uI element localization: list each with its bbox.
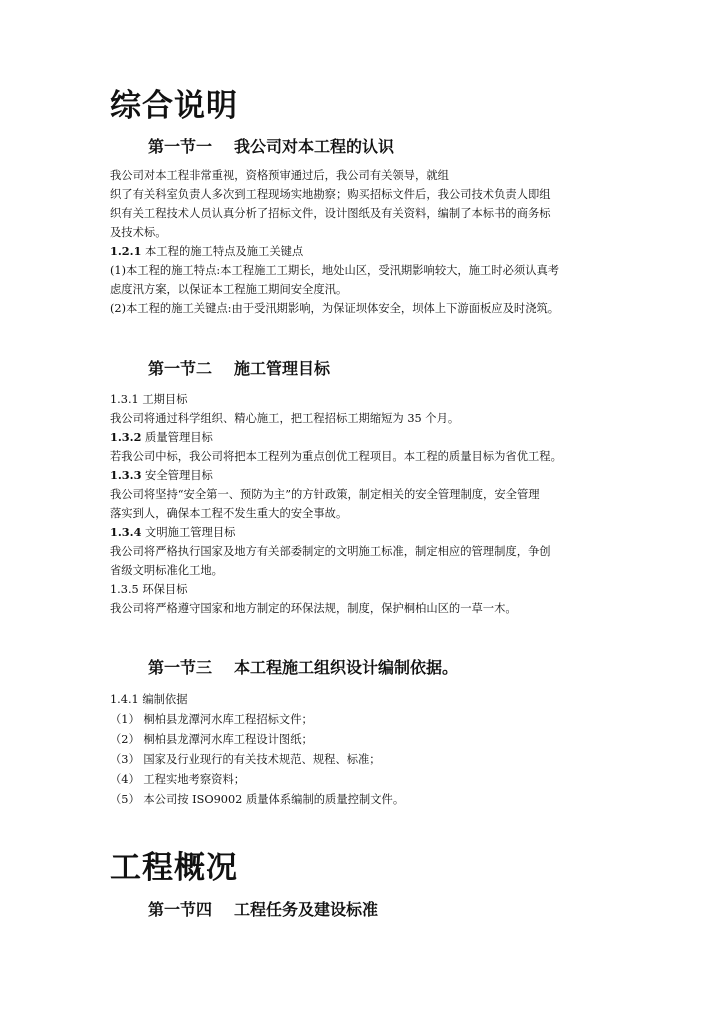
section-title-overview: 综合说明 [110, 88, 238, 124]
heading-text: 我公司对本工程的认识 [234, 137, 395, 156]
list-item: （4） 工程实地考察资料； [110, 773, 246, 786]
heading-text: 工程任务及建设标准 [234, 900, 379, 919]
list-item: （5） 本公司按 ISO9002 质量体系编制的质量控制文件。 [110, 793, 405, 806]
paragraph-features-1: (1)本工程的施工特点:本工程施工工期长，地处山区，受汛期影响较大，施工时必须认真考 [110, 264, 560, 277]
paragraph-civilized-1: 我公司将严格执行国家及地方有关部委制定的文明施工标准，制定相应的管理制度，争创 [110, 545, 551, 558]
paragraph-features-2: 虑度汛方案，以保证本工程施工期间安全度汛。 [110, 283, 348, 296]
paragraph-environment: 我公司将严格遵守国家和地方制定的环保法规，制度，保护桐柏山区的一草一木。 [110, 602, 517, 615]
section-title-project-overview: 工程概况 [110, 850, 238, 886]
subheading-number: 1.3.4 [110, 525, 142, 539]
subheading-1-3-2 [110, 428, 620, 447]
heading-number: 第一节一 [148, 137, 213, 156]
heading-1-1 [148, 134, 394, 157]
heading-1-2 [148, 356, 330, 379]
subheading-1-2-1 [110, 242, 620, 261]
list-item: （2） 桐柏县龙潭河水库工程设计图纸； [110, 733, 313, 746]
subheading-text: 安全管理目标 [145, 469, 213, 482]
subheading-text: 本工程的施工特点及施工关键点 [145, 245, 304, 258]
list-item: （1） 桐柏县龙潭河水库工程招标文件； [110, 713, 313, 726]
heading-number: 第一节四 [148, 900, 213, 919]
subheading-number: 1.3.3 [110, 468, 142, 482]
list-item: （3） 国家及行业现行的有关技术规范、规程、标准； [110, 753, 381, 766]
paragraph-safety-1: 我公司将坚持“安全第一、预防为主”的方针政策，制定相关的安全管理制度，安全管理 [110, 488, 540, 501]
paragraph-schedule: 我公司将通过科学组织、精心施工，把工程招标工期缩短为 35 个月。 [110, 412, 460, 425]
heading-text: 施工管理目标 [234, 359, 331, 378]
subheading-number: 1.2.1 [110, 244, 142, 258]
subheading-1-3-1: 1.3.1 工期目标 [110, 393, 188, 406]
paragraph-understanding-2: 织了有关科室负责人多次到工程现场实地勘察；购买招标文件后，我公司技术负责人即组 [110, 188, 551, 201]
paragraph-understanding-1: 我公司对本工程非常重视，资格预审通过后，我公司有关领导，就组 [110, 169, 449, 182]
paragraph-civilized-2: 省级文明标准化工地。 [110, 564, 223, 577]
subheading-1-3-5: 1.3.5 环保目标 [110, 583, 188, 596]
subheading-1-3-4 [110, 523, 620, 542]
subheading-text: 文明施工管理目标 [145, 526, 236, 539]
paragraph-safety-2: 落实到人，确保本工程不发生重大的安全事故。 [110, 507, 348, 520]
heading-text: 本工程施工组织设计编制依据。 [234, 658, 459, 677]
paragraph-quality: 若我公司中标，我公司将把本工程列为重点创优工程项目。本工程的质量目标为省优工程。 [110, 450, 562, 463]
subheading-text: 质量管理目标 [145, 431, 213, 444]
paragraph-understanding-4: 及技术标。 [110, 226, 167, 239]
paragraph-features-3: (2)本工程的施工关键点:由于受汛期影响，为保证坝体安全，坝体上下游面板应及时浇筑。 [110, 302, 560, 315]
subheading-number: 1.3.2 [110, 430, 142, 444]
paragraph-understanding-3: 织有关工程技术人员认真分析了招标文件，设计图纸及有关资料，编制了本标书的商务标 [110, 207, 551, 220]
heading-1-4 [148, 897, 378, 920]
heading-1-3 [148, 655, 458, 678]
subheading-1-3-3 [110, 466, 620, 485]
heading-number: 第一节二 [148, 359, 213, 378]
heading-number: 第一节三 [148, 658, 213, 677]
subheading-1-4-1: 1.4.1 编制依据 [110, 693, 188, 706]
